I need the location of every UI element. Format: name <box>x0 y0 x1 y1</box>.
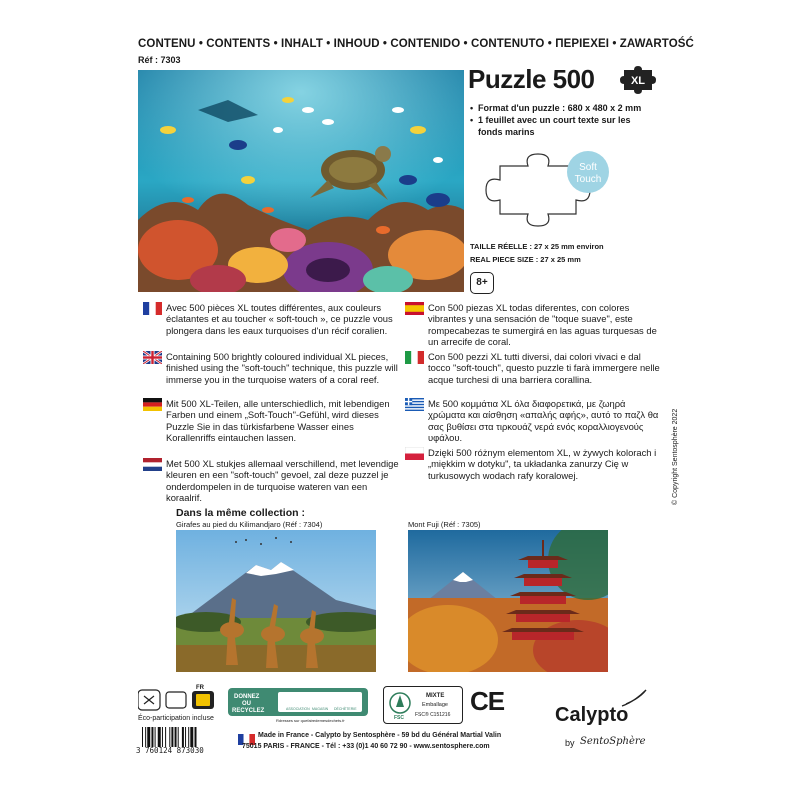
fr-badge: FR <box>196 685 204 691</box>
poland-flag-icon <box>405 447 424 460</box>
product-title-row <box>468 64 668 96</box>
collection-title: Dans la même collection : <box>176 507 305 519</box>
description-de <box>166 398 400 444</box>
calypto-brand: Calypto <box>555 704 629 726</box>
copyright-text: © Copyright Sentosphère 2022 <box>672 408 679 505</box>
description-it-text: Con 500 pezzi XL tutti diversi, dai colori vivaci e dal tocco "soft-touch", questo puzzle ti farà immergere nelle acque turchesi di una barriera corallina. <box>428 351 660 385</box>
feature-format: • Format d'un puzzle : 680 x 480 x 2 mm <box>470 102 641 114</box>
description-fr-text: Avec 500 pièces XL toutes différentes, aux couleurs éclatantes et au toucher « soft-touch », ce puzzle vous plongera dans les eaux turquoises d'un récif coralien. <box>166 302 393 336</box>
brand-by: by <box>565 738 575 748</box>
company-address: 75015 PARIS - FRANCE - Tél : +33 (0)1 40 60 72 90 - www.sentosphere.com <box>242 743 490 750</box>
barcode-bar <box>185 727 186 747</box>
triman-label-decheterie: DÉCHÈTERIE <box>334 707 357 711</box>
description-nl-text: Met 500 XL stukjes allemaal verschillend, met levendige kleuren en een "soft-touch" gevoel, zal deze puzzel je onderdompelen in de turquoise wateren van een koraalrif. <box>166 458 399 504</box>
fsc-emballage: Emballage <box>422 702 448 708</box>
france-flag-icon <box>143 302 162 315</box>
triman-url: Rdresses sur quefairedemesdechets.fr <box>276 718 345 723</box>
description-pl-text: Dzięki 500 różnym elementom XL, w żywych kolorach i „miękkim w dotyku", ta układanka zanurzy Cię w turkusowych wodach rafy koralowej. <box>428 447 657 481</box>
description-it <box>428 351 662 385</box>
product-title: Puzzle 500 <box>468 64 595 94</box>
description-el <box>428 398 662 444</box>
description-en <box>166 351 400 385</box>
contents-header: CONTENU • CONTENTS • INHALT • INHOUD • CONTENIDO • CONTENUTO • ΠΕΡΙΕΧΕΙ • ZAWARTOŚĆ <box>138 38 694 50</box>
description-es <box>428 302 662 348</box>
triman-recycling-logo <box>228 688 368 724</box>
recycling-icons <box>138 688 218 712</box>
feather-icon <box>620 688 650 713</box>
description-nl <box>166 458 400 504</box>
germany-flag-icon <box>143 398 162 411</box>
barcode-bar <box>178 727 179 747</box>
xl-badge-text: XL <box>630 75 646 87</box>
giraffes-kilimanjaro-image <box>176 530 376 672</box>
size-fr: TAILLE RÉELLE : 27 x 25 mm environ <box>470 242 604 251</box>
barcode-bar <box>145 727 146 747</box>
triman-line1: DONNEZ <box>234 694 260 700</box>
barcode-number: 3 760124 873030 <box>136 746 204 755</box>
age-badge: 8+ <box>470 272 494 294</box>
triman-label-magasin: MAGASIN <box>312 707 329 711</box>
xl-puzzle-piece-icon <box>620 66 660 94</box>
france-flag-small-icon <box>238 732 255 743</box>
netherlands-flag-icon <box>143 458 162 471</box>
fsc-mixte: MIXTE <box>426 693 445 699</box>
spain-flag-icon <box>405 302 424 315</box>
barcode-bar <box>175 727 177 747</box>
fsc-mark: FSC <box>394 715 404 721</box>
description-en-text: Containing 500 brightly coloured individual XL pieces, finished using the "soft-touch" technique, this puzzle will immerse you in the turquoise waters of a coral reef. <box>166 351 398 385</box>
description-pl <box>428 447 662 481</box>
eco-participation: Éco-participation incluse <box>138 715 214 722</box>
mount-fuji-image <box>408 530 608 672</box>
description-el-text: Με 500 κομμάτια XL όλα διαφορετικά, με ζωηρά χρώματα και αίσθηση «απαλής αφής», αυτό το παζλ θα σας βυθίσει στα τιρκουάζ νερά ενός κοραλλιογενούς υφάλου. <box>428 398 659 444</box>
greece-flag-icon <box>405 398 424 411</box>
barcode-bar <box>195 727 197 747</box>
collection-caption-giraffes: Girafes au pied du Kilimandjaro (Réf : 7304) <box>176 520 323 529</box>
barcode-bar <box>162 727 163 747</box>
soft-touch-piece-illustration <box>470 150 620 230</box>
barcode-bar <box>182 727 184 747</box>
made-in-france: Made in France - Calypto by Sentosphère - 59 bd du Général Martial Valin <box>258 732 502 739</box>
fsc-code: FSC® C151216 <box>415 712 451 718</box>
uk-flag-icon <box>143 351 162 364</box>
collection-caption-fuji: Mont Fuji (Réf : 7305) <box>408 520 481 529</box>
barcode-bar <box>158 727 161 747</box>
description-de-text: Mit 500 XL-Teilen, alle unterschiedlich, mit lebendigen Farben und einem „Soft-Touch"-Gefühl, wird dieses Puzzle Sie in das türkisfarbene Wasser eines Korallenriffs eintauchen lassen. <box>166 398 390 444</box>
barcode-bar <box>165 727 166 747</box>
piece-size-info <box>470 240 604 266</box>
description-fr <box>166 302 400 336</box>
triman-label-association: ASSOCIATION <box>286 707 310 711</box>
barcode-bar <box>171 727 173 747</box>
size-en: REAL PIECE SIZE : 27 x 25 mm <box>470 255 581 264</box>
barcode-bar <box>190 727 193 747</box>
barcode-bar <box>147 727 150 747</box>
italy-flag-icon <box>405 351 424 364</box>
triman-line2: OU <box>242 701 251 707</box>
barcode-bar <box>169 727 170 747</box>
barcode-bar <box>151 727 153 747</box>
barcode-bar <box>142 727 143 747</box>
triman-line3: RECYCLEZ <box>232 708 265 714</box>
fsc-logo <box>383 686 463 724</box>
ce-mark: CE <box>470 686 505 716</box>
reference-number: Réf : 7303 <box>138 55 181 65</box>
barcode-bar <box>188 727 189 747</box>
coral-reef-image <box>138 70 464 292</box>
feature-leaflet: • 1 feuillet avec un court texte sur les fonds marins <box>470 114 638 138</box>
soft-label: Soft <box>579 162 597 173</box>
touch-label: Touch <box>574 174 602 185</box>
description-es-text: Con 500 piezas XL todas diferentes, con colores vibrantes y una sensación de "toque suave", este rompecabezas te sumergirá en las aguas turquesas de un arrecife de coral. <box>428 302 657 348</box>
product-features <box>470 102 641 138</box>
sentosphere-brand: SentoSphère <box>580 736 646 747</box>
barcode-bar <box>155 727 156 747</box>
